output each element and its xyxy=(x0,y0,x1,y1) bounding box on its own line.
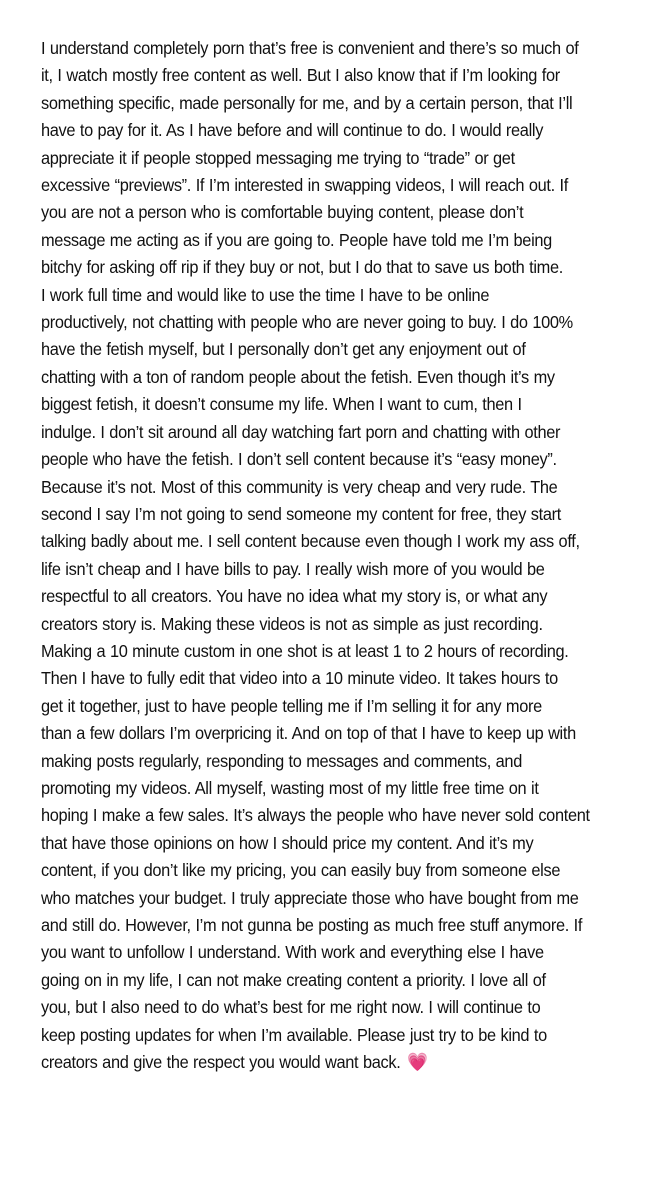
note-line: Making a 10 minute custom in one shot is at least 1 to 2 hours of recording. xyxy=(41,640,569,661)
note-line: that have those opinions on how I should price my content. And it’s my xyxy=(41,832,534,853)
note-line: something specific, made personally for me, and by a certain person, that I’ll xyxy=(41,92,573,113)
note-line: keep posting updates for when I’m available. Please just try to be kind to xyxy=(41,1024,547,1045)
note-line: than a few dollars I’m overpricing it. And on top of that I have to keep up with xyxy=(41,723,576,744)
pink-heart-icon: 💗 xyxy=(406,1052,428,1073)
note-line: second I say I’m not going to send someone my content for free, they start xyxy=(41,503,561,524)
note-line: chatting with a ton of random people about the fetish. Even though it’s my xyxy=(41,366,555,387)
note-line: and still do. However, I’m not gunna be posting as much free stuff anymore. If xyxy=(41,915,583,935)
note-line: excessive “previews”. If I’m interested in swapping videos, I will reach out. If xyxy=(41,175,568,196)
note-line: you want to unfollow I understand. With work and everything else I have xyxy=(41,942,544,963)
note-line: talking badly about me. I sell content because even though I work my ass off, xyxy=(41,531,580,552)
note-line: Because it’s not. Most of this community is very cheap and very rude. The xyxy=(41,476,558,497)
note-line: making posts regularly, responding to messages and comments, and xyxy=(41,750,522,771)
note-last-line xyxy=(41,1049,576,1076)
note-line: message me acting as if you are going to. People have told me I’m being xyxy=(41,229,552,250)
note-line: biggest fetish, it doesn’t consume my life. When I want to cum, then I xyxy=(41,394,522,415)
note-line: have the fetish myself, but I personally don’t get any enjoyment out of xyxy=(41,339,526,360)
note-line: bitchy for asking off rip if they buy or not, but I do that to save us both time. xyxy=(41,257,563,278)
note-line: life isn’t cheap and I have bills to pay. I really wish more of you would be xyxy=(41,558,545,579)
note-line: respectful to all creators. You have no idea what my story is, or what any xyxy=(41,586,548,607)
note-line: content, if you don’t like my pricing, you can easily buy from someone else xyxy=(41,860,561,881)
note-line: Then I have to fully edit that video into a 10 minute video. It takes hours to xyxy=(41,668,558,689)
note-line: it, I watch mostly free content as well. But I also know that if I’m looking for xyxy=(41,65,560,86)
note-line: I work full time and would like to use the time I have to be online xyxy=(41,284,490,305)
note-line: you are not a person who is comfortable buying content, please don’t xyxy=(41,202,524,223)
note-line: get it together, just to have people telling me if I’m selling it for any more xyxy=(41,695,542,716)
note-line-text: creators and give the respect you would want back. xyxy=(41,1052,401,1073)
note-line: hoping I make a few sales. It’s always the people who have never sold content xyxy=(41,805,590,826)
note-line: people who have the fetish. I don’t sell content because it’s “easy money”. xyxy=(41,449,557,470)
note-line: you, but I also need to do what’s best for me right now. I will continue to xyxy=(41,997,541,1018)
note-line: indulge. I don’t sit around all day watching fart porn and chatting with other xyxy=(41,421,561,442)
note-line: have to pay for it. As I have before and will continue to do. I would really xyxy=(41,120,544,141)
note-line: going on in my life, I can not make creating content a priority. I love all of xyxy=(41,969,546,990)
note-line: who matches your budget. I truly appreciate those who have bought from me xyxy=(41,887,579,908)
note-line: promoting my videos. All myself, wasting most of my little free time on it xyxy=(41,777,539,798)
note-line: I understand completely porn that’s free is convenient and there’s so much of xyxy=(41,38,579,58)
note-text-block xyxy=(41,35,590,1076)
note-line: creators story is. Making these videos is not as simple as just recording. xyxy=(41,613,543,634)
note-line: productively, not chatting with people who are never going to buy. I do 100% xyxy=(41,312,573,333)
note-line: appreciate it if people stopped messaging me trying to “trade” or get xyxy=(41,147,515,168)
